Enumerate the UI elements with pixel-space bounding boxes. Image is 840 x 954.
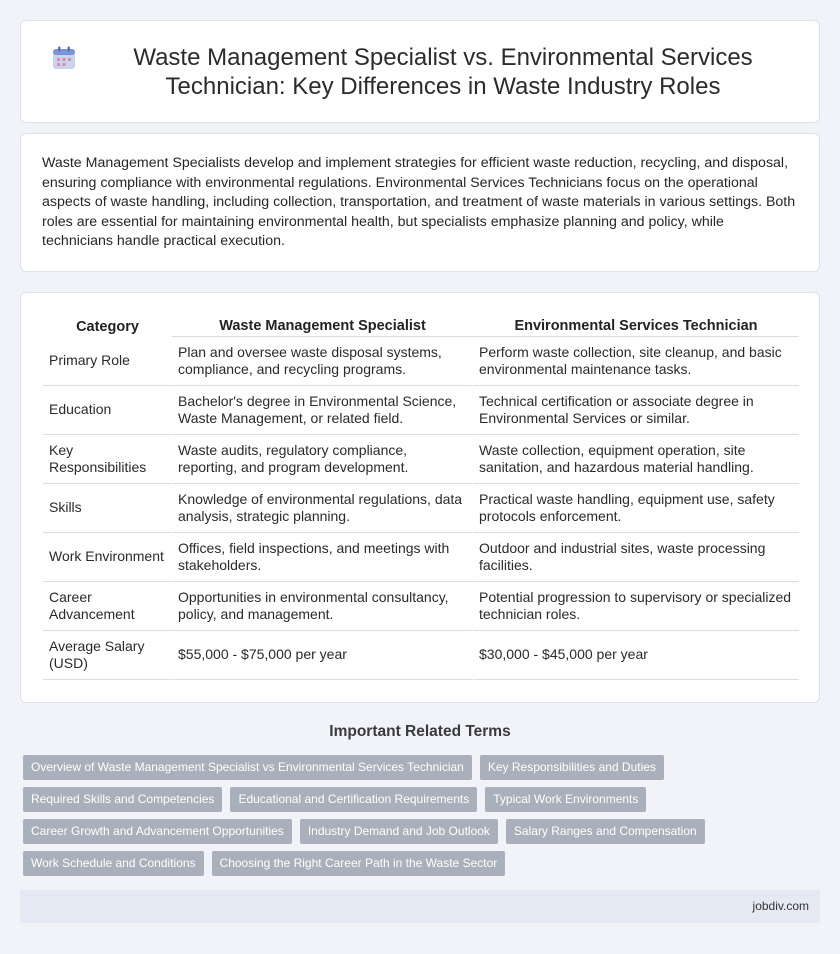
row-specialist-value: Opportunities in environmental consultancy, policy, and management. xyxy=(172,582,473,631)
row-technician-value: Potential progression to supervisory or specialized technician roles. xyxy=(473,582,799,631)
row-technician-value: Technical certification or associate degree in Environmental Services or similar. xyxy=(473,386,799,435)
related-term-tag[interactable]: Typical Work Environments xyxy=(485,787,646,812)
related-term-tag[interactable]: Key Responsibilities and Duties xyxy=(480,755,664,780)
table-row xyxy=(43,484,799,533)
tag-row xyxy=(23,755,823,780)
row-category: Primary Role xyxy=(43,337,172,386)
row-category: Work Environment xyxy=(43,533,172,582)
title-wrap xyxy=(21,21,819,122)
table-row xyxy=(43,337,799,386)
tag-row xyxy=(23,819,823,844)
row-category: Career Advancement xyxy=(43,582,172,631)
related-term-tag[interactable]: Overview of Waste Management Specialist vs Environmental Services Technician xyxy=(23,755,472,780)
related-term-tag[interactable]: Choosing the Right Career Path in the Waste Sector xyxy=(212,851,506,876)
row-specialist-value: Plan and oversee waste disposal systems, compliance, and recycling programs. xyxy=(172,337,473,386)
row-technician-value: Outdoor and industrial sites, waste processing facilities. xyxy=(473,533,799,582)
table-row xyxy=(43,386,799,435)
related-term-tag[interactable]: Career Growth and Advancement Opportunities xyxy=(23,819,292,844)
row-category: Average Salary (USD) xyxy=(43,631,172,680)
header-card xyxy=(20,20,820,123)
row-category: Skills xyxy=(43,484,172,533)
footer-site-link[interactable]: jobdiv.com xyxy=(752,899,809,913)
related-term-tag[interactable]: Work Schedule and Conditions xyxy=(23,851,204,876)
tag-row xyxy=(23,851,823,876)
page-title: Waste Management Specialist vs. Environmental Services Technician: Key Differences in Waste Industry Roles xyxy=(133,43,753,100)
row-technician-value: $30,000 - $45,000 per year xyxy=(473,631,799,680)
related-terms-list xyxy=(23,755,823,883)
header-specialist: Waste Management Specialist xyxy=(172,315,473,337)
row-specialist-value: Waste audits, regulatory compliance, reporting, and program development. xyxy=(172,435,473,484)
table-row xyxy=(43,533,799,582)
table-row xyxy=(43,631,799,680)
related-term-tag[interactable]: Required Skills and Competencies xyxy=(23,787,222,812)
related-term-tag[interactable]: Salary Ranges and Compensation xyxy=(506,819,705,844)
comparison-table xyxy=(43,315,799,680)
row-technician-value: Practical waste handling, equipment use, safety protocols enforcement. xyxy=(473,484,799,533)
header-category: Category xyxy=(76,319,139,335)
header-technician: Environmental Services Technician xyxy=(473,315,799,337)
row-technician-value: Perform waste collection, site cleanup, and basic environmental maintenance tasks. xyxy=(473,337,799,386)
table-header-row xyxy=(43,315,799,337)
summary-card xyxy=(20,133,820,272)
related-terms-title: Important Related Terms xyxy=(329,723,511,740)
table-row xyxy=(43,435,799,484)
row-specialist-value: Bachelor's degree in Environmental Science, Waste Management, or related field. xyxy=(172,386,473,435)
related-term-tag[interactable]: Industry Demand and Job Outlook xyxy=(300,819,498,844)
related-term-tag[interactable]: Educational and Certification Requirements xyxy=(230,787,477,812)
summary-text: Waste Management Specialists develop and implement strategies for efficient waste reduction, recycling, and disposal, ensuring compliance with environmental regulations. Environmental Services Technicians focus on the operational aspects of waste handling, including collection, transportation, and treatment of waste materials in various settings. Both roles are essential for maintaining environmental health, but specialists emphasize planning and policy, while technicians handle practical execution. xyxy=(42,155,796,249)
footer xyxy=(20,890,820,923)
row-specialist-value: Offices, field inspections, and meetings with stakeholders. xyxy=(172,533,473,582)
row-technician-value: Waste collection, equipment operation, site sanitation, and hazardous material handling. xyxy=(473,435,799,484)
row-specialist-value: Knowledge of environmental regulations, data analysis, strategic planning. xyxy=(172,484,473,533)
row-category: Education xyxy=(43,386,172,435)
row-category: Key Responsibilities xyxy=(43,435,172,484)
comparison-table-card xyxy=(20,292,820,703)
row-specialist-value: $55,000 - $75,000 per year xyxy=(172,631,473,680)
tag-row xyxy=(23,787,823,812)
calendar-icon xyxy=(51,45,77,71)
table-row xyxy=(43,582,799,631)
